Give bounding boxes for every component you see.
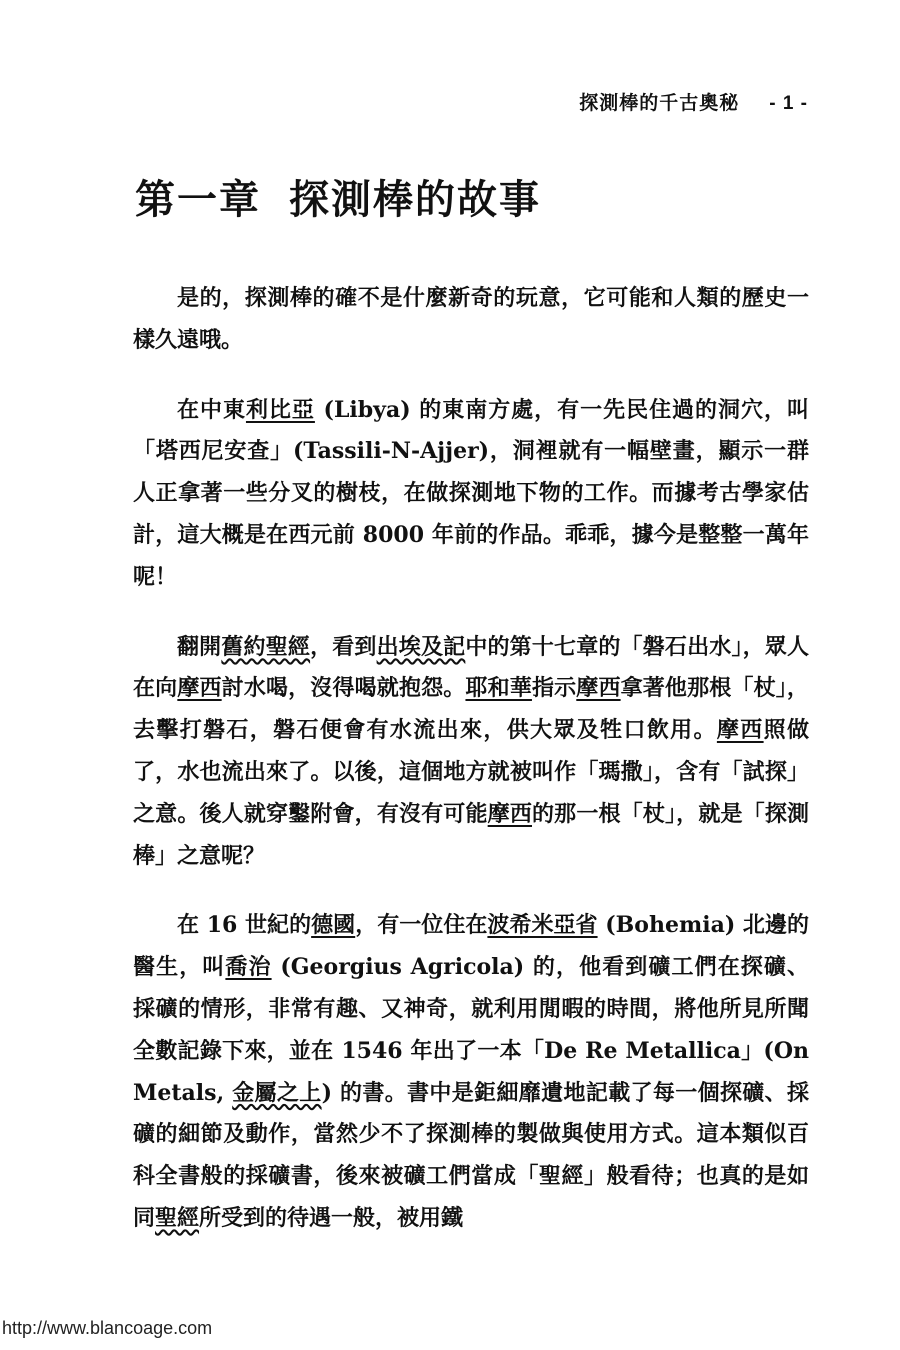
underlined-term: 波希米亞省	[487, 912, 598, 939]
text-run: 拿著他那根「杖」，去擊打磐石，磐石便會有水流出來，供大眾及牲口飲用。	[133, 675, 809, 744]
text-run: 中的第十七章的「磐石出水」，眾人在向	[133, 633, 809, 702]
text-run: 翻開	[177, 633, 222, 660]
body-text	[133, 278, 809, 1268]
text-run: 所受到的待遇一般，被用鐵	[199, 1204, 464, 1231]
paragraph-p2	[133, 390, 809, 599]
chapter-title	[135, 168, 541, 225]
running-header	[579, 88, 808, 115]
text-run: 討水喝，沒得喝就抱怨。	[221, 675, 466, 702]
underlined-term: 摩西	[576, 675, 621, 702]
chapter-name: 探測棒的故事	[289, 176, 541, 223]
underlined-term: 摩西	[177, 675, 222, 702]
text-run: 的那一根「杖」，就是「探測棒」之意呢？	[133, 800, 809, 869]
text-run: ，有一位住在	[355, 912, 488, 939]
underlined-term: 金屬之上	[232, 1079, 322, 1106]
text-run: 指示	[531, 675, 577, 702]
text-run: 在中東	[177, 396, 246, 423]
underlined-term: 德國	[311, 912, 356, 939]
underlined-term: 摩西	[716, 717, 764, 744]
running-header-title: 探測棒的千古奧秘	[579, 92, 740, 114]
underlined-term: 摩西	[487, 800, 532, 827]
footer-url: http://www.blancoage.com	[2, 1318, 213, 1338]
text-run: 是的，探測棒的確不是什麼新奇的玩意，它可能和人類的歷史一樣久遠哦。	[133, 285, 809, 353]
underlined-term: 聖經	[155, 1204, 200, 1231]
text-run: 在 16 世紀的	[177, 912, 312, 939]
text-run: ，看到	[310, 633, 377, 660]
underlined-term: 喬治	[225, 954, 272, 981]
text-run: (Bohemia) 北邊的醫生，叫	[133, 912, 809, 981]
page-number: - 1 -	[769, 93, 808, 114]
underlined-term: 舊約聖經	[221, 633, 311, 660]
underlined-term: 耶和華	[465, 675, 532, 702]
underlined-term: 出埃及記	[376, 633, 466, 660]
chapter-label: 第一章	[135, 176, 261, 223]
underlined-term: 利比亞	[245, 396, 315, 423]
paragraph-p3	[133, 627, 809, 878]
text-run: ) 的書。書中是鉅細靡遺地記載了每一個探礦、採礦的細節及動作，當然少不了探測棒的製做與使用方式。這本類似百科全書般的採礦書，後來被礦工們當成「聖經」般看待；也真的是如同	[133, 1079, 809, 1231]
text-run: 照做了，水也流出來了。以後，這個地方就被叫作「瑪撒」，含有「試探」之意。後人就穿鑿附會，有沒有可能	[133, 717, 809, 827]
text-run: (Libya) 的東南方處，有一先民住過的洞穴，叫「塔西尼安查」(Tassili-N-Ajjer)，洞裡就有一幅壁畫，顯示一群人正拿著一些分叉的樹枝，在做探測地下物的工作。而據考古學家估計，這大概是在西元前 8000 年前的作品。乖乖，據今是整整一萬年呢！	[133, 396, 809, 590]
text-run: (Georgius Agricola) 的，他看到礦工們在探礦、採礦的情形，非常有趣、又神奇，就利用閒暇的時間，將他所見所聞全數記錄下來，並在 1546 年出了一本「De Re Metallica」(On Metals,	[133, 954, 809, 1106]
paragraph-p4	[133, 905, 809, 1239]
paragraph-p1	[133, 278, 809, 362]
